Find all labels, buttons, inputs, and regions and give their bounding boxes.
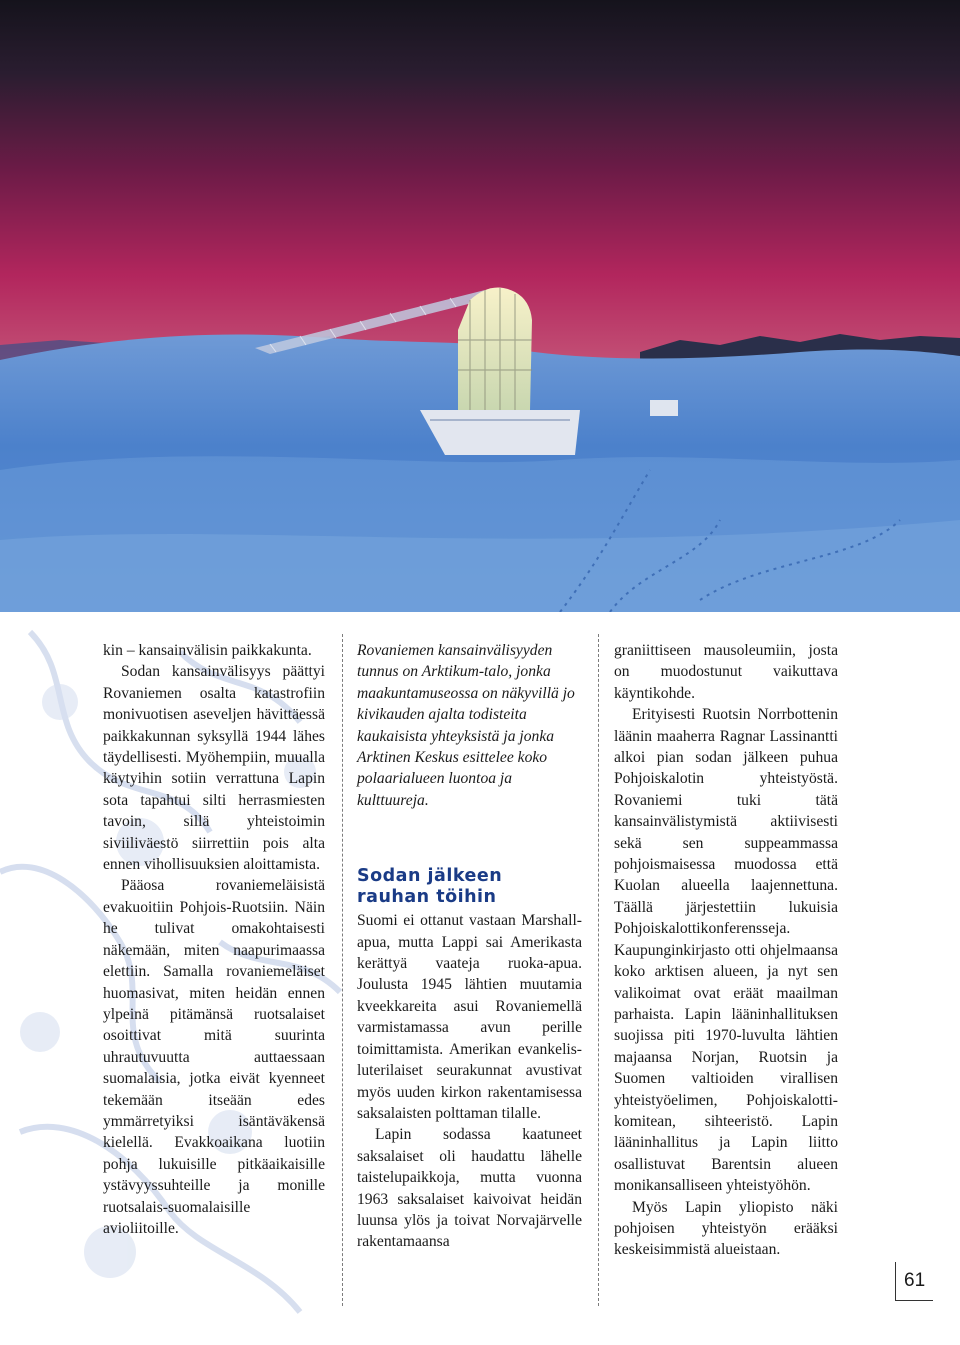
- page-number-rule-horizontal: [895, 1300, 933, 1301]
- paragraph: Pääosa rovaniemeläisistä evakuoitiin Pohjois-Ruotsiin. Näin he tulivat omakohtaisesti näkemään, miten naapurimaassa elettiin. Samalla rovaniemeläiset huomasivat, miten heidän ennen ylpeinä pitämänsä ruotsalaiset osoittivat mitä suurinta uhrautuvuutta auttaessaan suomalaisia, jotka eivät kyenneet tekemään itseään edes ymmärretyiksi isäntäväkensä kielellä. Evakkoaikana luotiin pohja lukuisille pitkäaikaisille ystävyyssuhteille ja monille ruotsalais-suomalaisille avioliitoille.: [103, 877, 325, 1237]
- text-column-2: [357, 640, 582, 1253]
- caption-text: Rovaniemen kansainvälisyyden tunnus on Arktikum-talo, jonka maakuntamuseossa on näkyvillä jo kivikauden ajalta todisteita kaukaisista yhteyksistä ja jonka Arktinen Keskus esittelee koko polaarialueen luontoa ja kulttuureja.: [357, 642, 575, 809]
- column-divider-1: [342, 634, 343, 1306]
- heading-line-2: rauhan töihin: [357, 887, 497, 908]
- paragraph: kin – kansainvälisin paikkakunta.: [103, 642, 312, 659]
- arktikum-photo: [0, 0, 960, 612]
- paragraph: Sodan kansainvälisyys päättyi Rovaniemen osalta katastrofiin monivuotisen aseveljen hävittäessä paikkakunnan syksyllä 1944 lähes täydellisesti. Myöhempiin, muualla käytyihin sotiin verrattuna Lapin sota tapahtui silti herrasmiesten tavoin, sillä yhteistoimin siviiliväestö siirrettiin pois alta ennen vihollisuuksien aloittamista.: [103, 663, 325, 874]
- text-column-1: [103, 640, 325, 1239]
- photo-caption: [357, 640, 582, 811]
- heading-line-1: Sodan jälkeen: [357, 866, 503, 887]
- paragraph: Lapin sodassa kaatuneet saksalaiset oli haudattu lähelle taistelupaikkoja, mutta vuonna 1963 saksalaiset kaivoivat heidän luunsa ylös ja toivat Norvajärvelle rakentamaansa: [357, 1126, 582, 1251]
- text-column-3: [614, 640, 838, 1261]
- paragraph: Myös Lapin yliopisto näki pohjoisen yhteistyön erääksi keskeisimmistä alueistaan.: [614, 1198, 838, 1259]
- paragraph: Erityisesti Ruotsin Norrbottenin läänin maaherra Ragnar Lassinantti alkoi pian sodan jälkeen puhua Pohjoiskalotin yhteistyöstä. Rovaniemi tuki tätä kansainvälistymistä aktiivisesti sekä sen suppeammassa pohjoismaisessa muodossa että Kuolan alueella laajennettuna. Täällä järjestettiin lukuisia Pohjoiskalottikonferensseja. Kaupunginkirjasto otti ohjelmaansa koko arktisen alueen, ja nyt sen valikoimat ovat eräät maailman parhaista. Lapin lääninhallituksen suojissa piti 1970-luvulta lähtien majaansa Norjan, Ruotsin ja Suomen valtioiden virallisen yhteistyöelimen, Pohjoiskalotti-komitean, sihteeristö. Lapin lääninhallitus ja Lapin liitto osallistuvat Barentsin alueen monikansalliseen yhteistyöhön.: [614, 706, 838, 1195]
- page-number-rule-vertical: [895, 1262, 896, 1300]
- section-heading: [357, 866, 582, 908]
- paragraph: graniittiseen mausoleumiin, josta on muodostunut vaikuttava käyntikohde.: [614, 642, 838, 702]
- paragraph: Suomi ei ottanut vastaan Marshall-apua, mutta Lappi sai Amerikasta kerättyä vaateja ruoka-apua. Joulusta 1945 lähtien muutamia kveekkareita asui Rovaniemellä varmistamassa avun perille toimittamista. Amerikan evankelis-luterilaiset seurakunnat avustivat myös uuden kirkon rakentamisessa saksalaisten polttaman tilalle.: [357, 912, 582, 1122]
- page-number-box: [895, 1262, 935, 1304]
- page-number: 61: [904, 1270, 926, 1291]
- column-divider-2: [598, 634, 599, 1306]
